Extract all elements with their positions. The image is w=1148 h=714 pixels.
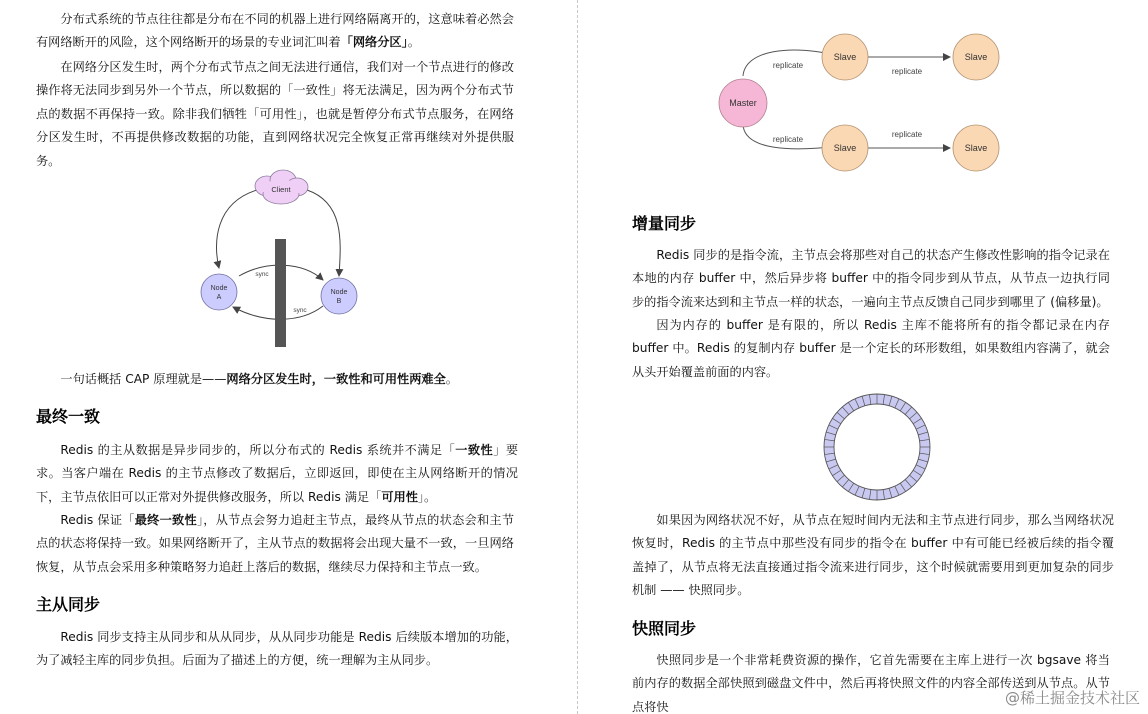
- master-label: Master: [729, 98, 757, 108]
- paragraph-partition-consequence: 在网络分区发生时，两个分布式节点之间无法进行通信，我们对一个节点进行的修改操作将无法同步到另外一个节点，所以数据的「一致性」将无法满足，因为两个分布式节点的数据不再保持一致。除非我们牺牲「可用性」，也就是暂停分布式节点服务，在网络分区发生时，不再提供修改数据的功能，直到网络状况完全恢复正常再继续对外提供服务。: [36, 60, 514, 168]
- ring-buffer-figure: [822, 392, 932, 502]
- section-heading-snapshot-sync: 快照同步: [632, 619, 697, 638]
- slave-label: Slave: [833, 52, 857, 62]
- replicate-label: replicate: [772, 61, 804, 70]
- node-a: [201, 274, 237, 310]
- section-heading-master-slave-sync: 主从同步: [36, 595, 101, 614]
- replicate-label: replicate: [772, 135, 804, 144]
- client-cloud: [255, 170, 308, 204]
- client-to-node-b-arrow: [307, 190, 340, 276]
- paragraph-network-recovery: 如果因为网络状况不好，从节点在短时间内无法和主节点进行同步，那么当网络状况恢复时，Redis 的主节点中那些没有同步的指令在 buffer 中有可能已经被后续的指令覆盖掉了，从节点将无法直接通过指令流来进行同步，这个时候就需要用到更加复杂的同步机制 —— 快照同步。: [632, 513, 1114, 598]
- partition-wall: [275, 239, 286, 347]
- paragraph-text: Redis 的主从数据是异步同步的，所以分布式的 Redis 系统并不满足「: [60, 443, 456, 457]
- paragraph-text: 。: [445, 372, 458, 386]
- bold-term: 最终一致性: [134, 513, 197, 527]
- paragraph-text: 」，从节点会努力追赶主节点，最终从节点的状态会和主节点的状态将保持一致。如果网络断开了，主从节点的数据将会出现大量不一致，一旦网络恢复，从节点会采用多种策略努力追赶上落后的数据，继续尽力保持和主节点一致。: [36, 513, 515, 574]
- replicate-label: replicate: [891, 67, 923, 76]
- bold-term: 「网络分区」: [340, 35, 408, 50]
- slave-label: Slave: [833, 143, 857, 153]
- paragraph-redis-async: [36, 439, 518, 509]
- page-divider: [577, 0, 579, 714]
- ring-inner-edge: [834, 404, 920, 490]
- paragraph-text: 」要求。当客户端在 Redis 的主节点修改了数据后，立即返回，即使在主从网络断开的情况下，主节点依旧可以正常对外提供修改服务，所以 Redis 满足「: [36, 443, 519, 504]
- paragraph-ring-buffer: 因为内存的 buffer 是有限的，所以 Redis 主库不能将所有的指令都记录在内存 buffer 中。Redis 的复制内存 buffer 是一个定长的环形数组，如果数组内容满了，就会从头开始覆盖前面的内容。: [632, 318, 1110, 379]
- paragraph-text: 。: [407, 35, 420, 50]
- paragraph-eventual-consistency: [36, 509, 514, 579]
- section-heading-eventual-consistency: 最终一致: [36, 407, 101, 426]
- paragraph-text: 一句话概括 CAP 原理就是——: [60, 372, 227, 386]
- bold-term: 可用性: [381, 489, 418, 504]
- sync-label-bottom: sync: [293, 307, 307, 314]
- sync-label-top: sync: [255, 271, 269, 278]
- node-b-label: Node: [330, 289, 348, 296]
- bold-term: 网络分区发生时，一致性和可用性两难全: [226, 372, 446, 386]
- paragraph-master-slave-sync: Redis 同步支持主从同步和从从同步，从从同步功能是 Redis 后续版本增加的功能，为了减轻主库的同步负担。后面为了描述上的方便，统一理解为主从同步。: [36, 630, 518, 668]
- node-b: [321, 278, 357, 314]
- paragraph-text: 分布式系统的节点往往都是分布在不同的机器上进行网络隔离开的，这意味着必然会有网络断开的风险，这个网络断开的场景的专业词汇叫着: [36, 12, 514, 50]
- paragraph-cap-summary: [36, 368, 514, 391]
- paragraph-incremental-sync: Redis 同步的是指令流，主节点会将那些对自己的状态产生修改性影响的指令记录在本地的内存 buffer 中，然后异步将 buffer 中的指令同步到从节点，从节点一边执行同步的指令流来达到和主节点一样的状态，一遍向主节点反馈自己同步到哪里了 (偏移量)。: [632, 248, 1110, 309]
- cap-partition-diagram: [195, 168, 370, 353]
- replicate-label: replicate: [891, 130, 923, 139]
- paragraph-text: 」。: [417, 489, 437, 504]
- node-b-label: B: [336, 298, 342, 305]
- right-page: [580, 0, 1148, 714]
- section-heading-incremental-sync: 增量同步: [632, 214, 697, 233]
- slave-label: Slave: [964, 143, 988, 153]
- paragraph-snapshot-sync: 快照同步是一个非常耗费资源的操作，它首先需要在主库上进行一次 bgsave 将当前内存的数据全部快照到磁盘文件中，然后再将快照文件的内容全部传送到从节点。从节点将快: [632, 653, 1110, 714]
- paragraph-text: Redis 保证「: [60, 513, 135, 527]
- client-label: Client: [271, 185, 291, 194]
- node-a-label: A: [216, 294, 222, 301]
- paragraph-network-partition-intro: [36, 8, 514, 55]
- replication-diagram: [710, 28, 1030, 178]
- bold-term: 一致性: [455, 443, 494, 457]
- watermark: @稀土掘金技术社区: [1004, 689, 1140, 707]
- slave-label: Slave: [964, 52, 988, 62]
- node-a-label: Node: [210, 285, 228, 292]
- client-to-node-a-arrow: [217, 190, 258, 268]
- ring-buffer: [829, 399, 925, 495]
